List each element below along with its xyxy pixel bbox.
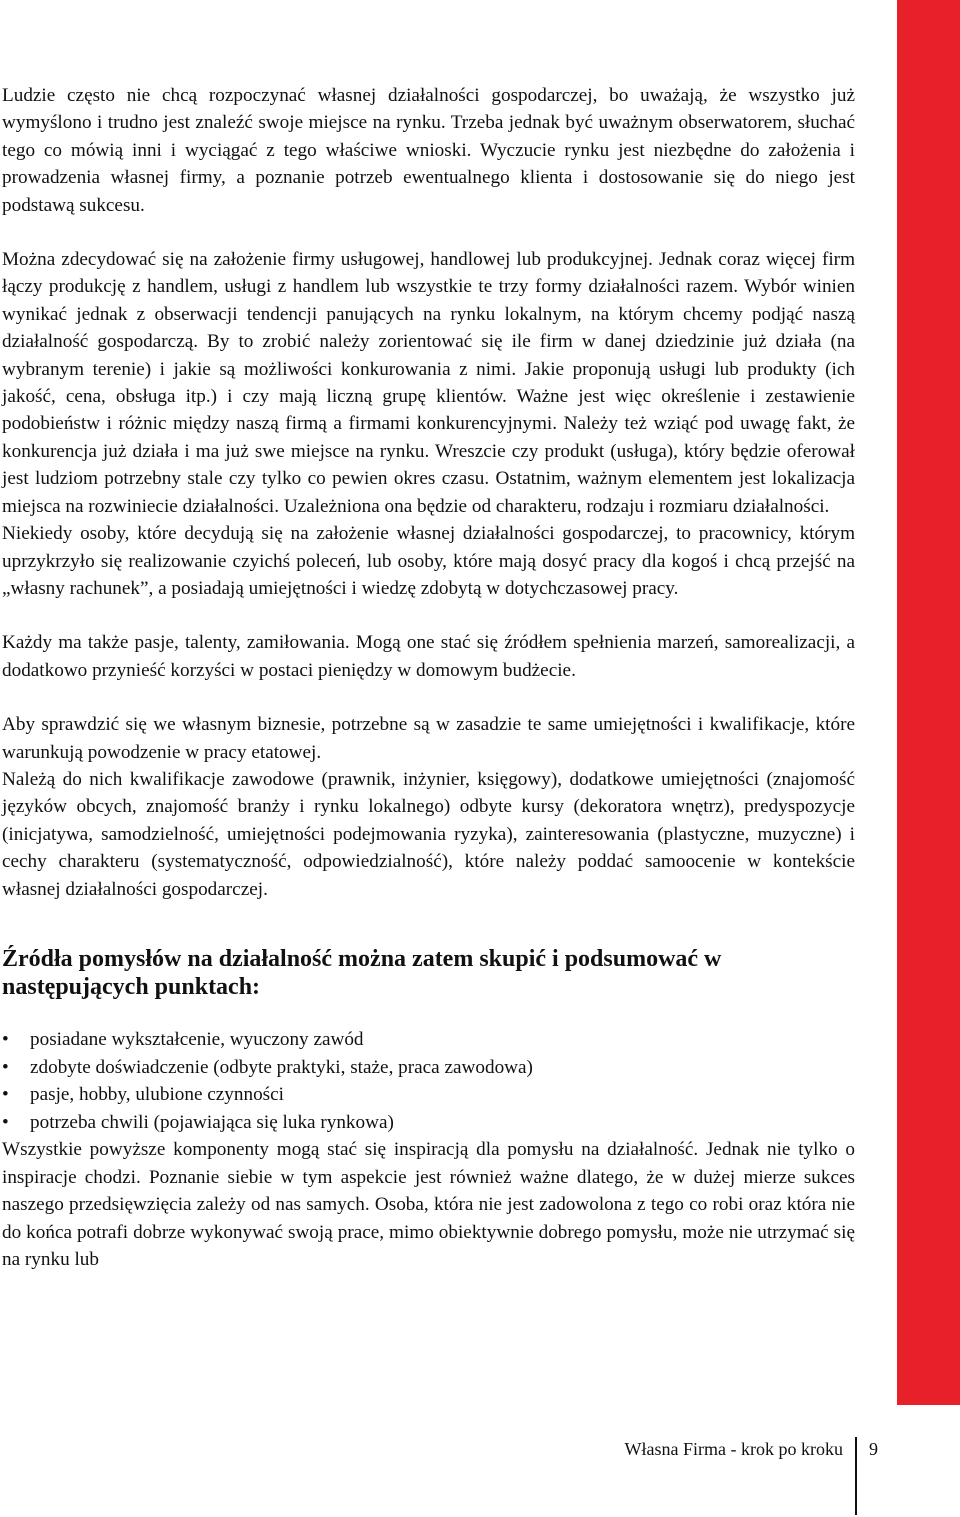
paragraph-6: Należą do nich kwalifikacje zawodowe (prawnik, inżynier, księgowy), dodatkowe umiejętności (znajomość języków obcych, znajomość branży i rynku lokalnego) odbyte kursy (dekoratora wnętrz), predyspozycje (inicjatywa, samodzielność, umiejętności podejmowania ryzyka), zainteresowania (plastyczne, muzyczne) i cechy charakteru (systematyczność, odpowiedzialność), które należy poddać samoocenie w kontekście własnej działalności gospodarczej. <box>2 768 855 900</box>
page-footer <box>625 1437 878 1517</box>
red-side-bar <box>897 0 960 1405</box>
list-item: • pasje, hobby, ulubione czynności <box>2 1081 855 1109</box>
bullet-icon: • <box>2 1028 9 1050</box>
bullet-icon: • <box>2 1111 9 1133</box>
page-number: 9 <box>869 1439 878 1459</box>
paragraph-2: Można zdecydować się na założenie firmy usługowej, handlowej lub produkcyjnej. Jednak coraz więcej firm łączy produkcję z handlem, usługi z handlem lub wszystkie te trzy formy działalności razem. Wybór winien wynikać jednak z obserwacji tendencji panujących na rynku lokalnym, na którym chcemy podjąć naszą działalność gospodarczą. By to zrobić należy zorientować się ile firm w danej dziedzinie już działa (na wybranym terenie) i jakie są możliwości konkurowania z nimi. Jakie proponują usługi lub produkty (ich jakość, cena, obsługa itp.) i czy mają liczną grupę klientów. Ważne jest więc określenie i zestawienie podobieństw i różnic między naszą firmą a firmami konkurencyjnymi. Należy też wziąć pod uwagę fakt, że konkurencja już działa i ma już swe miejsce na rynku. Wreszcie czy produkt (usługa), który będzie oferował jest ludziom potrzebny stale czy tylko co pewien okres czasu. Ostatnim, ważnym elementem jest lokalizacja miejsca na rozwiniecie działalności. Uzależniona ona będzie od charakteru, rodzaju i rozmiaru działalności. <box>2 249 855 517</box>
paragraph-1: Ludzie często nie chcą rozpoczynać własnej działalności gospodarczej, bo uważają, że wszystko już wymyślono i trudno jest znaleźć swoje miejsce na rynku. Trzeba jednak być uważnym obserwatorem, słuchać tego co mówią inni i wyciągać z tego właściwe wnioski. Wyczucie rynku jest niezbędne do założenia i prowadzenia własnej firmy, a poznanie potrzeb ewentualnego klienta i dostosowanie się do niego jest podstawą sukcesu. <box>2 85 855 216</box>
section-heading: Źródła pomysłów na działalność można zatem skupić i podsumować w następujących punktach: <box>2 945 722 1000</box>
closing-paragraph: Wszystkie powyższe komponenty mogą stać się inspiracją dla pomysłu na działalność. Jednak nie tylko o inspiracje chodzi. Poznanie siebie w tym aspekcie jest również ważne dlatego, że w dużej mierze sukces naszego przedsięwzięcia zależy od nas samych. Osoba, która nie jest zadowolona z tego co robi oraz która nie do końca potrafi dobrze wykonywać swoją prace, mimo obiektywnie dobrego pomysłu, może nie utrzymać się na rynku lub <box>2 1139 855 1270</box>
paragraph-3: Niekiedy osoby, które decydują się na założenie własnej działalności gospodarczej, to pracownicy, którym uprzykrzyło się realizowanie czyichś poleceń, lub osoby, które mają dosyć pracy dla kogoś i chcą przejść na „własny rachunek”, a posiadają umiejętności i wiedzę zdobytą w dotychczasowej pracy. <box>2 523 855 599</box>
bullet-icon: • <box>2 1084 9 1106</box>
paragraph-4: Każdy ma także pasje, talenty, zamiłowania. Mogą one stać się źródłem spełnienia marzeń, samorealizacji, a dodatkowo przynieść korzyści w postaci pieniędzy w domowym budżecie. <box>2 632 855 681</box>
footer-divider <box>855 1437 857 1515</box>
footer-title: Własna Firma - krok po kroku <box>624 1439 843 1459</box>
paragraph-5: Aby sprawdzić się we własnym biznesie, potrzebne są w zasadzie te same umiejętności i kwalifikacje, które warunkują powodzenie w pracy etatowej. <box>2 714 855 763</box>
list-item: • posiadane wykształcenie, wyuczony zawód <box>2 1026 855 1054</box>
bullet-icon: • <box>2 1056 9 1078</box>
list-item: • potrzeba chwili (pojawiająca się luka rynkowa) <box>2 1109 855 1137</box>
bullet-list <box>2 1026 855 1136</box>
list-item: • zdobyte doświadczenie (odbyte praktyki, staże, praca zawodowa) <box>2 1054 855 1082</box>
page-content <box>2 82 855 1273</box>
